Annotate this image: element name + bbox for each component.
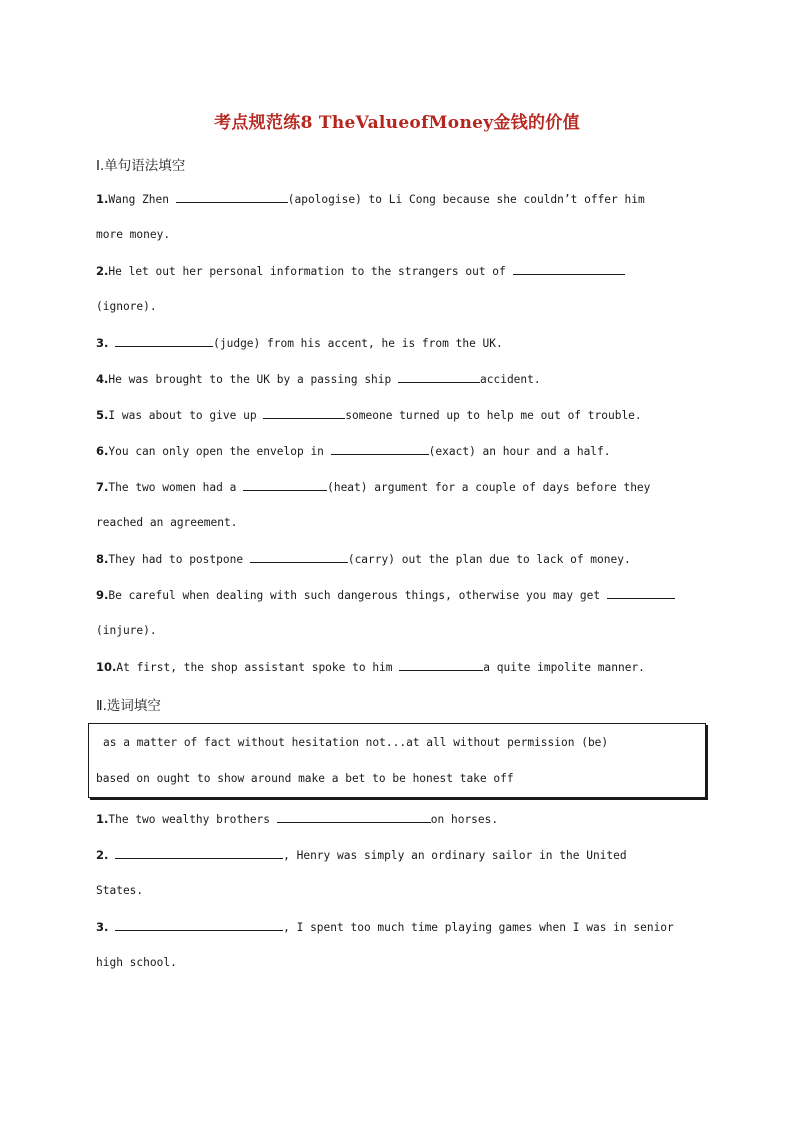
word-bank-line-1: as a matter of fact without hesitation not...at all without permission (be) xyxy=(103,736,609,749)
fill-question-2: 2. , Henry was simply an ordinary sailor in the United xyxy=(96,848,627,862)
answer-blank[interactable] xyxy=(513,263,625,275)
question-7-continued: reached an agreement. xyxy=(96,516,238,529)
question-9: 9.Be careful when dealing with such dangerous things, otherwise you may get xyxy=(96,587,675,604)
answer-blank[interactable] xyxy=(263,407,345,419)
question-10: 10.At first, the shop assistant spoke to him a quite impolite manner. xyxy=(96,660,645,674)
word-bank-box xyxy=(88,723,706,798)
section-2-heading: Ⅱ.选词填空 xyxy=(96,698,161,714)
fill-question-1: 1.The two wealthy brothers on horses. xyxy=(96,812,499,826)
answer-blank[interactable] xyxy=(250,551,348,563)
question-6: 6.You can only open the envelop in (exact) an hour and a half. xyxy=(96,444,611,458)
answer-blank[interactable] xyxy=(398,371,480,383)
question-1: 1.Wang Zhen (apologise) to Li Cong because she couldn’t offer him xyxy=(96,192,645,206)
answer-blank[interactable] xyxy=(243,479,327,491)
question-5: 5.I was about to give up someone turned up to help me out of trouble. xyxy=(96,408,642,422)
answer-blank[interactable] xyxy=(277,811,431,823)
word-bank-line-2: based on ought to show around make a bet to be honest take off xyxy=(96,772,514,785)
fill-question-3-continued: high school. xyxy=(96,956,177,969)
question-3: 3. (judge) from his accent, he is from the UK. xyxy=(96,336,503,350)
answer-blank[interactable] xyxy=(115,335,213,347)
answer-blank[interactable] xyxy=(115,919,283,931)
answer-blank[interactable] xyxy=(607,587,675,599)
answer-blank[interactable] xyxy=(115,847,283,859)
page-title: 考点规范练8 TheValueofMoney金钱的价值 xyxy=(214,113,580,133)
question-1-continued: more money. xyxy=(96,228,171,241)
answer-blank[interactable] xyxy=(399,659,483,671)
question-4: 4.He was brought to the UK by a passing ship accident. xyxy=(96,372,541,386)
question-2-continued: (ignore). xyxy=(96,300,157,313)
question-9-continued: (injure). xyxy=(96,624,157,637)
fill-question-3: 3. , I spent too much time playing games when I was in senior xyxy=(96,920,674,934)
answer-blank[interactable] xyxy=(176,191,288,203)
section-1-heading: Ⅰ.单句语法填空 xyxy=(96,158,186,174)
fill-question-2-continued: States. xyxy=(96,884,144,897)
question-8: 8.They had to postpone (carry) out the plan due to lack of money. xyxy=(96,552,631,566)
answer-blank[interactable] xyxy=(331,443,429,455)
question-2: 2.He let out her personal information to the strangers out of xyxy=(96,263,625,280)
question-7: 7.The two women had a (heat) argument for a couple of days before they xyxy=(96,480,651,494)
